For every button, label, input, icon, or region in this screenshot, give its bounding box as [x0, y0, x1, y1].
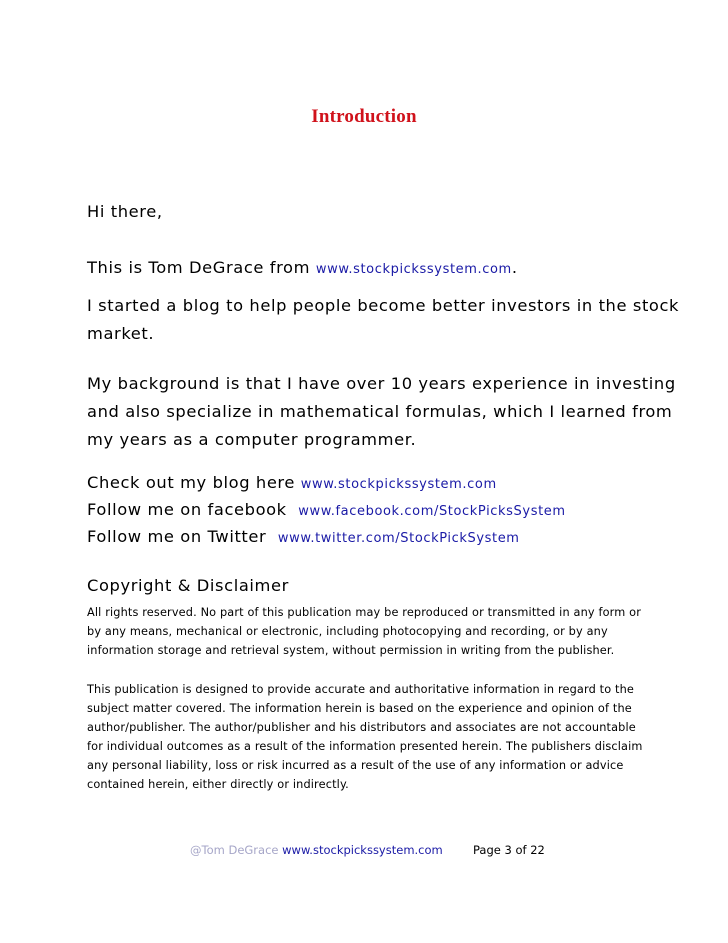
disclaimer-line-3: author/publisher. The author/publisher and his distributors and associates are not accountable — [87, 721, 636, 734]
twitter-link-row — [87, 524, 662, 551]
intro-link[interactable]: www.stockpickssystem.com — [315, 262, 512, 277]
copyright-line-2: by any means, mechanical or electronic, including photocopying and recording, or by any — [87, 625, 608, 638]
intro-line — [87, 254, 662, 284]
footer-page-number: Page 3 of 22 — [473, 843, 545, 857]
twitter-link[interactable]: www.twitter.com/StockPickSystem — [277, 531, 520, 546]
intro-suffix: . — [511, 258, 518, 277]
footer-author-block — [190, 843, 443, 857]
copyright-paragraph — [87, 603, 641, 660]
blog-link[interactable]: www.stockpickssystem.com — [300, 477, 497, 492]
page-title: Introduction — [311, 106, 417, 127]
disclaimer-paragraph — [87, 680, 643, 794]
footer-author: @Tom DeGrace — [190, 843, 283, 857]
background-line-3: my years as a computer programmer. — [87, 430, 417, 449]
disclaimer-line-6: contained herein, either directly or indirectly. — [87, 778, 349, 791]
blog-link-row — [87, 470, 662, 497]
background-line-1: My background is that I have over 10 years experience in investing — [87, 374, 676, 393]
twitter-link-label: Follow me on Twitter — [87, 527, 278, 546]
disclaimer-line-4: for individual outcomes as a result of the information presented herein. The publishers disclaim — [87, 740, 643, 753]
blog-link-label: Check out my blog here — [87, 473, 301, 492]
background-paragraph — [87, 370, 676, 454]
disclaimer-line-5: any personal liability, loss or risk incurred as a result of the use of any information or advice — [87, 759, 624, 772]
social-links — [87, 470, 662, 551]
blog-line-1: I started a blog to help people become better investors in the stock — [87, 296, 680, 315]
copyright-heading: Copyright & Disclaimer — [87, 576, 289, 595]
facebook-link[interactable]: www.facebook.com/StockPicksSystem — [298, 504, 566, 519]
footer-link[interactable]: www.stockpickssystem.com — [282, 843, 443, 857]
facebook-link-label: Follow me on facebook — [87, 500, 299, 519]
facebook-link-row — [87, 497, 662, 524]
disclaimer-line-2: subject matter covered. The information herein is based on the experience and opinion of the — [87, 702, 632, 715]
copyright-line-3: information storage and retrieval system, without permission in writing from the publisher. — [87, 644, 615, 657]
greeting: Hi there, — [87, 202, 163, 221]
copyright-line-1: All rights reserved. No part of this publication may be reproduced or transmitted in any form or — [87, 606, 642, 619]
background-line-2: and also specialize in mathematical formulas, which I learned from — [87, 402, 673, 421]
intro-prefix: This is Tom DeGrace from — [87, 258, 316, 277]
disclaimer-line-1: This publication is designed to provide accurate and authoritative information in regard to the — [87, 683, 635, 696]
blog-line-2: market. — [87, 324, 155, 343]
blog-paragraph — [87, 292, 680, 348]
